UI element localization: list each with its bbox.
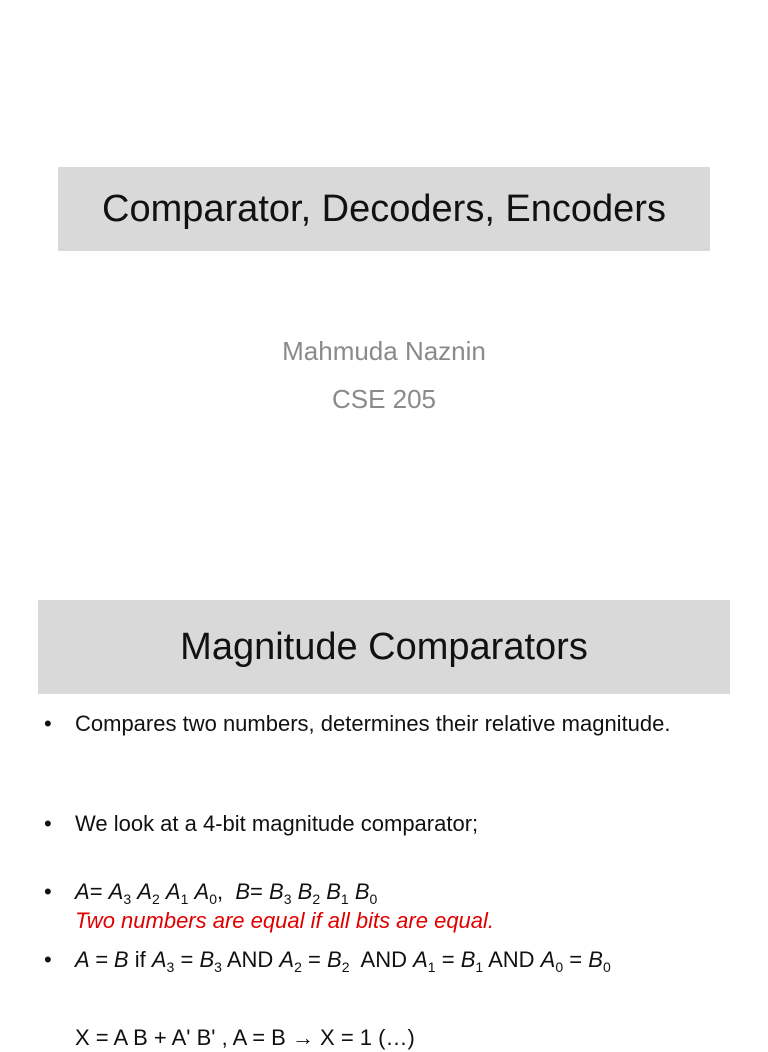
bullet-text: A = B if $A_3 = B_3$ AND $A_2 = B_2$ AND $A_1 = B_1$ AND $A_0 = B_0$ — [75, 947, 611, 975]
bullet-icon: • — [44, 711, 52, 736]
bullet-icon: • — [44, 947, 52, 972]
bullet-item — [44, 878, 377, 906]
slide-title — [58, 167, 710, 251]
bullet-icon: • — [44, 879, 52, 904]
bullet-item — [44, 810, 478, 838]
slide-title — [38, 600, 730, 694]
bullet-text: We look at a 4-bit magnitude comparator; — [75, 811, 479, 836]
bullet-text: $A= A_3$ $A_2$ $A_1$ $A_0$, $B= B_3$ $B_2$ $B_1$ $B_0$ — [75, 879, 378, 907]
bullet-item — [44, 946, 611, 974]
red-note-text: Two numbers are equal if all bits are equal. — [75, 908, 495, 933]
author-name: Mahmuda Naznin — [282, 336, 486, 366]
slide-title-text: Comparator, Decoders, Encoders — [102, 187, 666, 230]
bullet-text: Compares two numbers, determines their relative magnitude. — [75, 711, 671, 736]
bullet-item — [44, 710, 671, 738]
bullet-icon: • — [44, 811, 52, 836]
content-slide — [0, 598, 768, 1050]
slide-title-text: Magnitude Comparators — [180, 625, 588, 668]
course-code: CSE 205 — [331, 384, 437, 414]
bullet-text: X = A B + A' B' , A = B → X = 1 (…) — [75, 1025, 415, 1050]
bullet-item-partial — [44, 1024, 415, 1052]
